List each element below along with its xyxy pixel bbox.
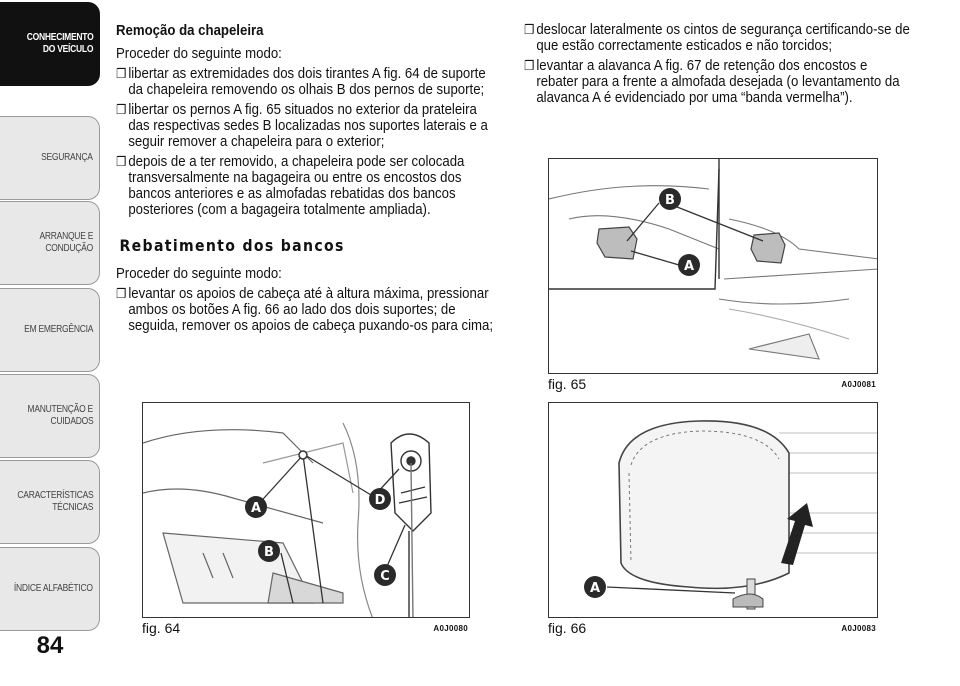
section-intro: Proceder do seguinte modo: xyxy=(116,265,282,282)
instruction-list xyxy=(116,286,494,334)
section-title-remocao-chapeleira: Remoção da chapeleira xyxy=(116,22,264,39)
tab-label: CARACTERÍSTICAS xyxy=(17,490,93,501)
page-number: 84 xyxy=(36,632,64,659)
label-badge-b xyxy=(258,540,280,562)
chapter-tabs xyxy=(0,0,100,640)
tab-caracteristicas-tecnicas[interactable] xyxy=(0,460,100,544)
figure-66 xyxy=(548,402,878,638)
tab-seguranca[interactable] xyxy=(0,116,100,200)
headrest-icon xyxy=(619,421,789,588)
svg-text:B: B xyxy=(264,545,274,560)
tab-arranque-e-conducao[interactable] xyxy=(0,201,100,285)
label-badge-a xyxy=(584,576,606,598)
figure-64-illustration xyxy=(142,402,470,618)
tab-label: CUIDADOS xyxy=(50,416,93,427)
pin-detail-icon xyxy=(391,434,431,618)
svg-text:A: A xyxy=(589,581,601,596)
tab-label: ÍNDICE ALFABÉTICO xyxy=(14,583,93,594)
svg-text:C: C xyxy=(380,569,390,584)
headrest-illustration xyxy=(549,403,878,618)
section-title-rebatimento-bancos: Rebatimento dos bancos xyxy=(119,236,345,255)
tab-label: EM EMERGÊNCIA xyxy=(24,324,93,335)
tab-label: ARRANQUE E xyxy=(39,231,93,242)
figure-65 xyxy=(548,158,878,394)
parcel-shelf-illustration xyxy=(143,403,470,618)
shelf-pin-illustration xyxy=(549,159,878,374)
tab-conhecimento-do-veiculo[interactable] xyxy=(0,2,100,86)
figure-64-caption: fig. 64 xyxy=(142,620,181,636)
figure-65-code: A0J0081 xyxy=(841,380,876,389)
instruction-list xyxy=(524,22,912,106)
tab-indice-alfabetico[interactable] xyxy=(0,547,100,631)
svg-text:B: B xyxy=(665,193,675,208)
tab-label: CONDUÇÃO xyxy=(45,243,93,254)
list-item: ❒ levantar a alavanca A fig. 67 de retenção dos encostos e rebater para a frente a almofada desejada (o levantamento da alavanca A é evidenciado por uma “banda vermelha”). xyxy=(524,58,912,106)
tab-label: TÉCNICAS xyxy=(52,502,93,513)
tab-em-emergencia[interactable] xyxy=(0,288,100,372)
list-item: ❒ libertar os pernos A fig. 65 situados no exterior da prateleira das respectivas sedes B localizadas nos suportes laterais e a seguir remover a chapeleira para o exterior; xyxy=(116,102,494,150)
figure-66-caption: fig. 66 xyxy=(548,620,587,636)
figure-66-illustration xyxy=(548,402,878,618)
label-badge-a xyxy=(245,496,267,518)
label-badge-c xyxy=(374,564,396,586)
label-badge-b xyxy=(659,188,681,210)
section-intro: Proceder do seguinte modo: xyxy=(116,45,282,62)
tab-label: CONHECIMENTO xyxy=(26,32,93,43)
tab-label: DO VEÍCULO xyxy=(42,44,93,55)
svg-text:D: D xyxy=(374,493,386,508)
figure-64 xyxy=(142,402,470,638)
figure-65-caption: fig. 65 xyxy=(548,376,587,392)
tab-label: MANUTENÇÃO E xyxy=(27,404,93,415)
tab-manutencao-e-cuidados[interactable] xyxy=(0,374,100,458)
left-column xyxy=(116,22,496,338)
tab-label: SEGURANÇA xyxy=(41,152,93,163)
figure-65-illustration xyxy=(548,158,878,374)
right-column xyxy=(524,22,914,110)
figure-64-code: A0J0080 xyxy=(433,624,468,633)
list-item: ❒ deslocar lateralmente os cintos de segurança certificando-se de que estão correctamente esticados e não torcidos; xyxy=(524,22,912,54)
label-badge-d xyxy=(369,488,391,510)
label-badge-a xyxy=(678,254,700,276)
svg-text:A: A xyxy=(250,501,262,516)
figure-66-code: A0J0083 xyxy=(841,624,876,633)
list-item: ❒ depois de a ter removido, a chapeleira pode ser colocada transversalmente na bagageira ou entre os encostos dos bancos anteriores e as almofadas rebatidas dos bancos posteriores (com a bagageira totalmente ampliada). xyxy=(116,154,494,218)
list-item: ❒ levantar os apoios de cabeça até à altura máxima, pressionar ambos os botões A fig. 66 ao lado dos dois suportes; de seguida, remover os apoios de cabeça puxando-os para cima; xyxy=(116,286,494,334)
instruction-list xyxy=(116,66,494,218)
list-item: ❒ libertar as extremidades dos dois tirantes A fig. 64 de suporte da chapeleira removendo os olhais B dos pernos de suporte; xyxy=(116,66,494,98)
svg-text:A: A xyxy=(683,259,695,274)
